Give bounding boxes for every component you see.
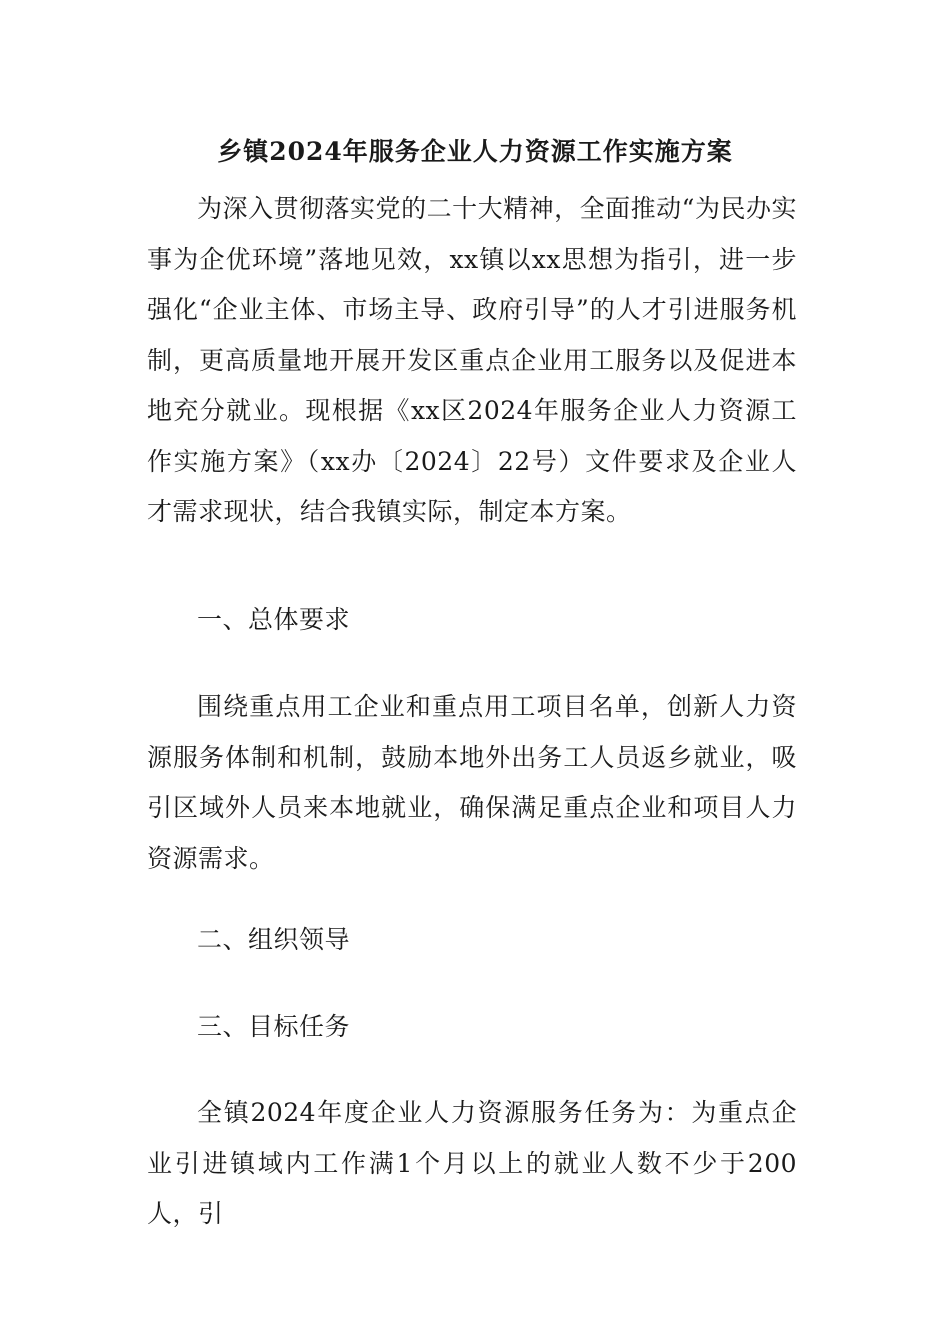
section-heading-general-requirements: 一、总体要求 [197,605,351,634]
document-title: 乡镇2024年服务企业人力资源工作实施方案 [217,137,733,166]
target-tasks-paragraph: 全镇2024年度企业人力资源服务任务为：为重点企业引进镇域内工作满1个月以上的就业人数不少于200人，引 [147,1098,797,1228]
general-requirements-paragraph: 围绕重点用工企业和重点用工项目名单，创新人力资源服务体制和机制，鼓励本地外出务工人员返乡就业，吸引区域外人员来本地就业，确保满足重点企业和项目人力资源需求。 [147,692,797,873]
section-heading-target-tasks: 三、目标任务 [197,1012,351,1041]
section-heading-organization-leadership: 二、组织领导 [197,925,351,954]
intro-paragraph: 为深入贯彻落实党的二十大精神，全面推动“为民办实事为企优环境”落地见效，xx镇以xx思想为指引，进一步强化“企业主体、市场主导、政府引导”的人才引进服务机制，更高质量地开展开发区重点企业用工服务以及促进本地充分就业。现根据《xx区2024年服务企业人力资源工作实施方案》（xx办〔2024〕22号）文件要求及企业人才需求现状，结合我镇实际，制定本方案。 [147,194,797,526]
